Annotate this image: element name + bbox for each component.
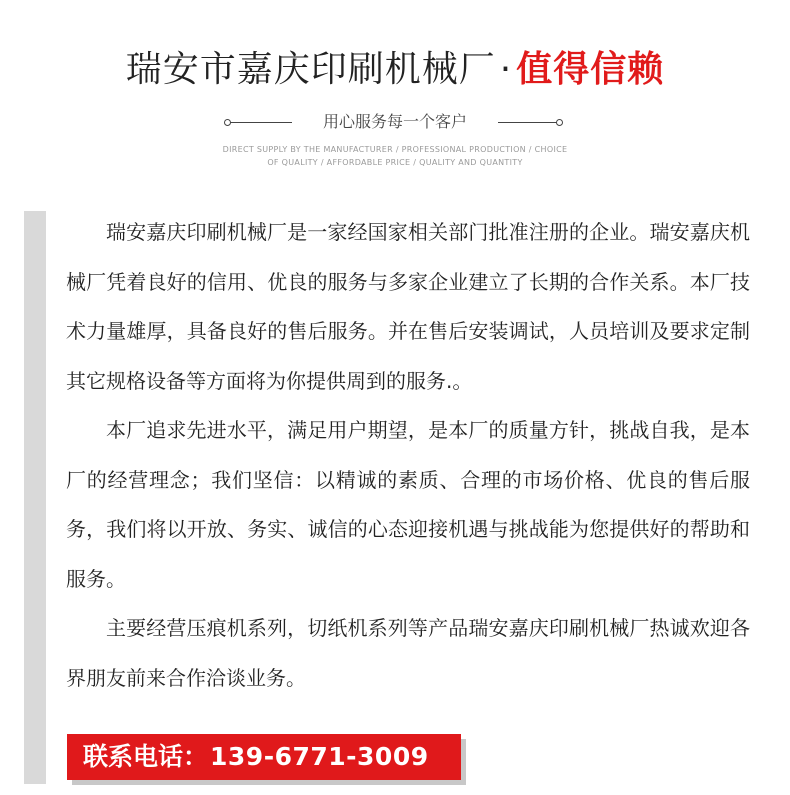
intro-paragraph-2: 本厂追求先进水平，满足用户期望，是本厂的质量方针，挑战自我，是本厂的经营理念；我们坚信：以精诚的素质、合理的市场价格、优良的售后服务，我们将以开放、务实、诚信的心态迎接机遇与挑战能为您提供好的帮助和服务。: [66, 418, 750, 591]
tagline: 用心服务每一个客户: [322, 112, 467, 131]
decorative-side-bar: [24, 211, 46, 784]
contact-phone-banner: [67, 734, 461, 780]
title-company-name: 瑞安市嘉庆印刷机械厂: [125, 49, 496, 90]
tagline-row: [0, 110, 790, 136]
tagline-right-divider: [498, 122, 560, 123]
intro-paragraph-1: 瑞安嘉庆印刷机械厂是一家经国家相关部门批准注册的企业。瑞安嘉庆机械厂凭着良好的信用、优良的服务与多家企业建立了长期的合作关系。本厂技术力量雄厚，具备良好的售后服务。并在售后安装调试，人员培训及要求定制其它规格设备等方面将为你提供周到的服务.。: [66, 220, 750, 393]
tagline-left-divider: [230, 122, 292, 123]
english-subtitle-line-2: OF QUALITY / AFFORDABLE PRICE / QUALITY AND QUANTITY: [267, 158, 523, 167]
contact-label: 联系电话：: [83, 742, 209, 771]
page-title: [0, 48, 790, 92]
title-slogan: 值得信赖: [516, 49, 665, 90]
title-separator-dot: ·: [499, 49, 513, 90]
page-header: [0, 0, 790, 200]
company-introduction: [66, 208, 750, 703]
english-subtitle-line-1: DIRECT SUPPLY BY THE MANUFACTURER / PROFESSIONAL PRODUCTION / CHOICE: [222, 145, 568, 154]
tagline-right-circle-icon: [556, 119, 563, 126]
contact-phone-number: 139-6771-3009: [210, 742, 429, 771]
intro-paragraph-3: 主要经营压痕机系列，切纸机系列等产品瑞安嘉庆印刷机械厂热诚欢迎各界朋友前来合作洽谈业务。: [66, 616, 750, 690]
